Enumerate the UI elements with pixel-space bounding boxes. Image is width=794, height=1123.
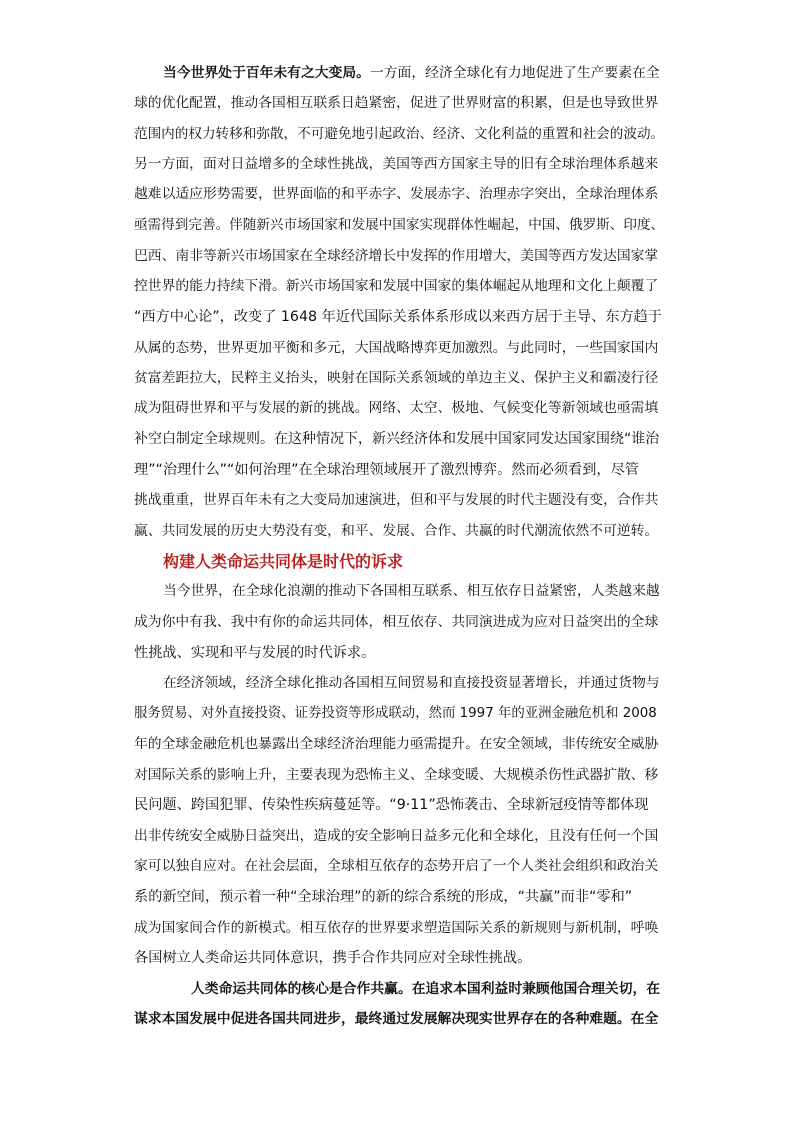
paragraph-3-line: 年的全球金融危机也暴露出全球经济治理能力亟需提升。在安全领域，非传统安全威胁 [134,736,659,752]
paragraph-1-line: 从属的态势，世界更加平衡和多元，大国战略博弈更加激烈。与此同时，一些国家国内 [134,340,659,356]
paragraph-1-line: 另一方面，面对日益增多的全球性挑战，美国等西方国家主导的旧有全球治理体系越来 [134,156,659,172]
paragraph-3-line: 家可以独自应对。在社会层面，全球相互依存的态势开启了一个人类社会组织和政治关 [134,858,659,874]
paragraph-1-line: 巴西、南非等新兴市场国家在全球经济增长中发挥的作用增大，美国等西方发达国家掌 [134,248,659,264]
paragraph-2-line: 成为你中有我、我中有你的命运共同体，相互依存、共同演进成为应对日益突出的全球 [134,614,659,630]
paragraph-1-line: 贫富差距拉大，民粹主义抬头，映射在国际关系领域的单边主义、保护主义和霸凌行径 [134,370,659,386]
paragraph-1-line-1-rest: 一方面，经济全球化有力地促进了生产要素在全 [369,65,660,81]
paragraph-1-line: 控世界的能力持续下滑。新兴市场国家和发展中国家的集体崛起从地理和文化上颠覆了 [134,278,659,294]
paragraph-1-line: 球的优化配置，推动各国相互联系日趋紧密，促进了世界财富的积累，但是也导致世界 [134,95,659,111]
paragraph-1-line: 赢、共同发展的历史大势没有变，和平、发展、合作、共赢的时代潮流依然不可逆转。 [134,523,659,539]
paragraph-3-line: 各国树立人类命运共同体意识，携手合作共同应对全球性挑战。 [134,950,532,966]
paragraph-4-line: 人类命运共同体的核心是合作共赢。在追求本国利益时兼顾他国合理关切，在 [191,981,661,997]
paragraph-1-line: “西方中心论”，改变了 1648 年近代国际关系体系形成以来西方居于主导、东方趋于 [134,309,663,325]
paragraph-1-line-1 [163,63,660,83]
paragraph-3-line: 民问题、跨国犯罪、传染性疾病蔓延等。“9·11”恐怖袭击、全球新冠疫情等都体现 [134,797,649,813]
paragraph-1-line: 越难以适应形势需要，世界面临的和平赤字、发展赤字、治理赤字突出，全球治理体系 [134,186,659,202]
paragraph-4-line: 谋求本国发展中促进各国共同进步，最终通过发展解决现实世界存在的各种难题。在全 [134,1011,659,1027]
paragraph-3-line: 服务贸易、对外直接投资、证券投资等形成联动，然而 1997 年的亚洲金融危机和 2008 [134,706,657,721]
paragraph-1-line: 成为阻碍世界和平与发展的新的挑战。网络、太空、极地、气候变化等新领域也亟需填 [134,400,659,416]
paragraph-2-line: 性挑战、实现和平与发展的时代诉求。 [134,645,376,661]
paragraph-3-line: 成为国家间合作的新模式。相互依存的世界要求塑造国际关系的新规则与新机制，呼唤 [134,920,659,936]
paragraph-3-line: 在经济领域，经济全球化推动各国相互间贸易和直接投资显著增长，并通过货物与 [163,675,660,691]
paragraph-3-line: 对国际关系的影响上升，主要表现为恐怖主义、全球变暖、大规模杀伤性武器扩散、移 [134,767,659,783]
paragraph-3-line: 系的新空间，预示着一种“全球治理”的新的综合系统的形成，“共赢”而非“零和” [134,889,633,905]
paragraph-2-line: 当今世界，在全球化浪潮的推动下各国相互联系、相互依存日益紧密，人类越来越 [163,583,660,599]
paragraph-1-line: 范围内的权力转移和弥散，不可避免地引起政治、经济、文化利益的重置和社会的波动。 [134,126,665,142]
paragraph-1-line: 亟需得到完善。伴随新兴市场国家和发展中国家实现群体性崛起，中国、俄罗斯、印度、 [134,217,665,233]
paragraph-1-line: 挑战重重，世界百年未有之大变局加速演进，但和平与发展的时代主题没有变，合作共 [134,492,659,508]
section-heading: 构建人类命运共同体是时代的诉求 [163,552,404,571]
paragraph-3-line: 出非传统安全威胁日益突出，造成的安全影响日益多元化和全球化，且没有任何一个国 [134,828,659,844]
paragraph-1-line: 补空白制定全球规则。在这种情况下，新兴经济体和发展中国家同发达国家围绕“谁治 [134,431,660,447]
paragraph-1-lead: 当今世界处于百年未有之大变局。 [163,65,370,81]
paragraph-1-line: 理”“治理什么”“如何治理”在全球治理领域展开了激烈博弈。然而必须看到，尽管 [134,462,639,478]
